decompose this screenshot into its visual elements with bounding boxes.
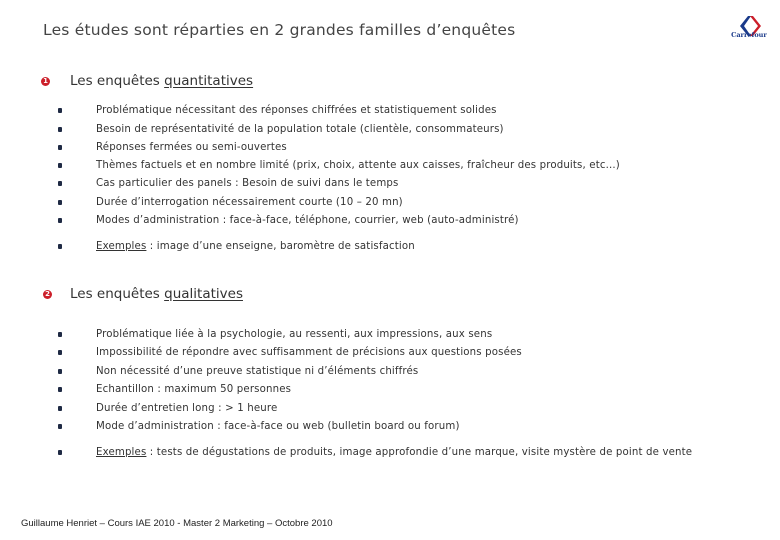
bullet-icon	[58, 244, 62, 249]
bullet-icon	[58, 369, 62, 374]
bullet-icon	[58, 424, 62, 429]
list-item: Thèmes factuels et en nombre limité (prix, choix, attente aux caisses, fraîcheur des produits, etc...)	[58, 158, 620, 172]
list-item: Besoin de représentativité de la population totale (clientèle, consommateurs)	[58, 122, 504, 136]
list-item: Problématique liée à la psychologie, au ressenti, aux impressions, aux sens	[58, 327, 492, 341]
bullet-icon	[58, 406, 62, 411]
page-title: Les études sont réparties en 2 grandes familles d’enquêtes	[43, 21, 516, 39]
examples-text: : tests de dégustations de produits, image approfondie d’une marque, visite mystère de point de vente	[146, 446, 693, 458]
list-item: Réponses fermées ou semi-ouvertes	[58, 140, 287, 154]
bullet-icon	[58, 145, 62, 150]
bullet-icon	[58, 387, 62, 392]
examples-label: Exemples	[96, 446, 147, 458]
list-item: Durée d’interrogation nécessairement courte (10 – 20 mn)	[58, 195, 403, 209]
list-item: Impossibilité de répondre avec suffisamment de précisions aux questions posées	[58, 345, 522, 359]
bullet-icon	[58, 350, 62, 355]
list-item-examples	[58, 445, 692, 459]
list-item: Modes d’administration : face-à-face, téléphone, courrier, web (auto-administré)	[58, 213, 519, 227]
list-item: Non nécessité d’une preuve statistique ni d’éléments chiffrés	[58, 364, 418, 378]
list-item: Cas particulier des panels : Besoin de suivi dans le temps	[58, 176, 399, 190]
list-item: Echantillon : maximum 50 personnes	[58, 382, 291, 396]
bullet-icon	[58, 163, 62, 168]
list-item: Mode d’administration : face-à-face ou web (bulletin board ou forum)	[58, 419, 460, 433]
examples-label: Exemples	[96, 240, 147, 252]
section-number-badge: 2	[43, 290, 52, 299]
section-heading-qualitative	[70, 286, 243, 302]
heading-prefix: Les enquêtes	[70, 73, 165, 89]
bullet-icon	[58, 108, 62, 113]
bullet-icon	[58, 450, 62, 455]
bullet-icon	[58, 127, 62, 132]
heading-underlined: quantitatives	[164, 73, 254, 89]
section-number-badge: 1	[41, 77, 50, 86]
logo-wordmark: Carrefour	[731, 31, 767, 39]
section-heading-quantitative	[70, 73, 253, 89]
bullet-icon	[58, 218, 62, 223]
bullet-icon	[58, 200, 62, 205]
heading-underlined: qualitatives	[164, 286, 243, 302]
footer-credit: Guillaume Henriet – Cours IAE 2010 - Master 2 Marketing – Octobre 2010	[21, 518, 333, 529]
bullet-icon	[58, 332, 62, 337]
examples-text: : image d’une enseigne, baromètre de satisfaction	[146, 240, 415, 252]
list-item: Durée d’entretien long : > 1 heure	[58, 401, 277, 415]
list-item: Problématique nécessitant des réponses chiffrées et statistiquement solides	[58, 103, 497, 117]
list-item-examples	[58, 239, 415, 253]
bullet-icon	[58, 181, 62, 186]
heading-prefix: Les enquêtes	[70, 286, 165, 302]
